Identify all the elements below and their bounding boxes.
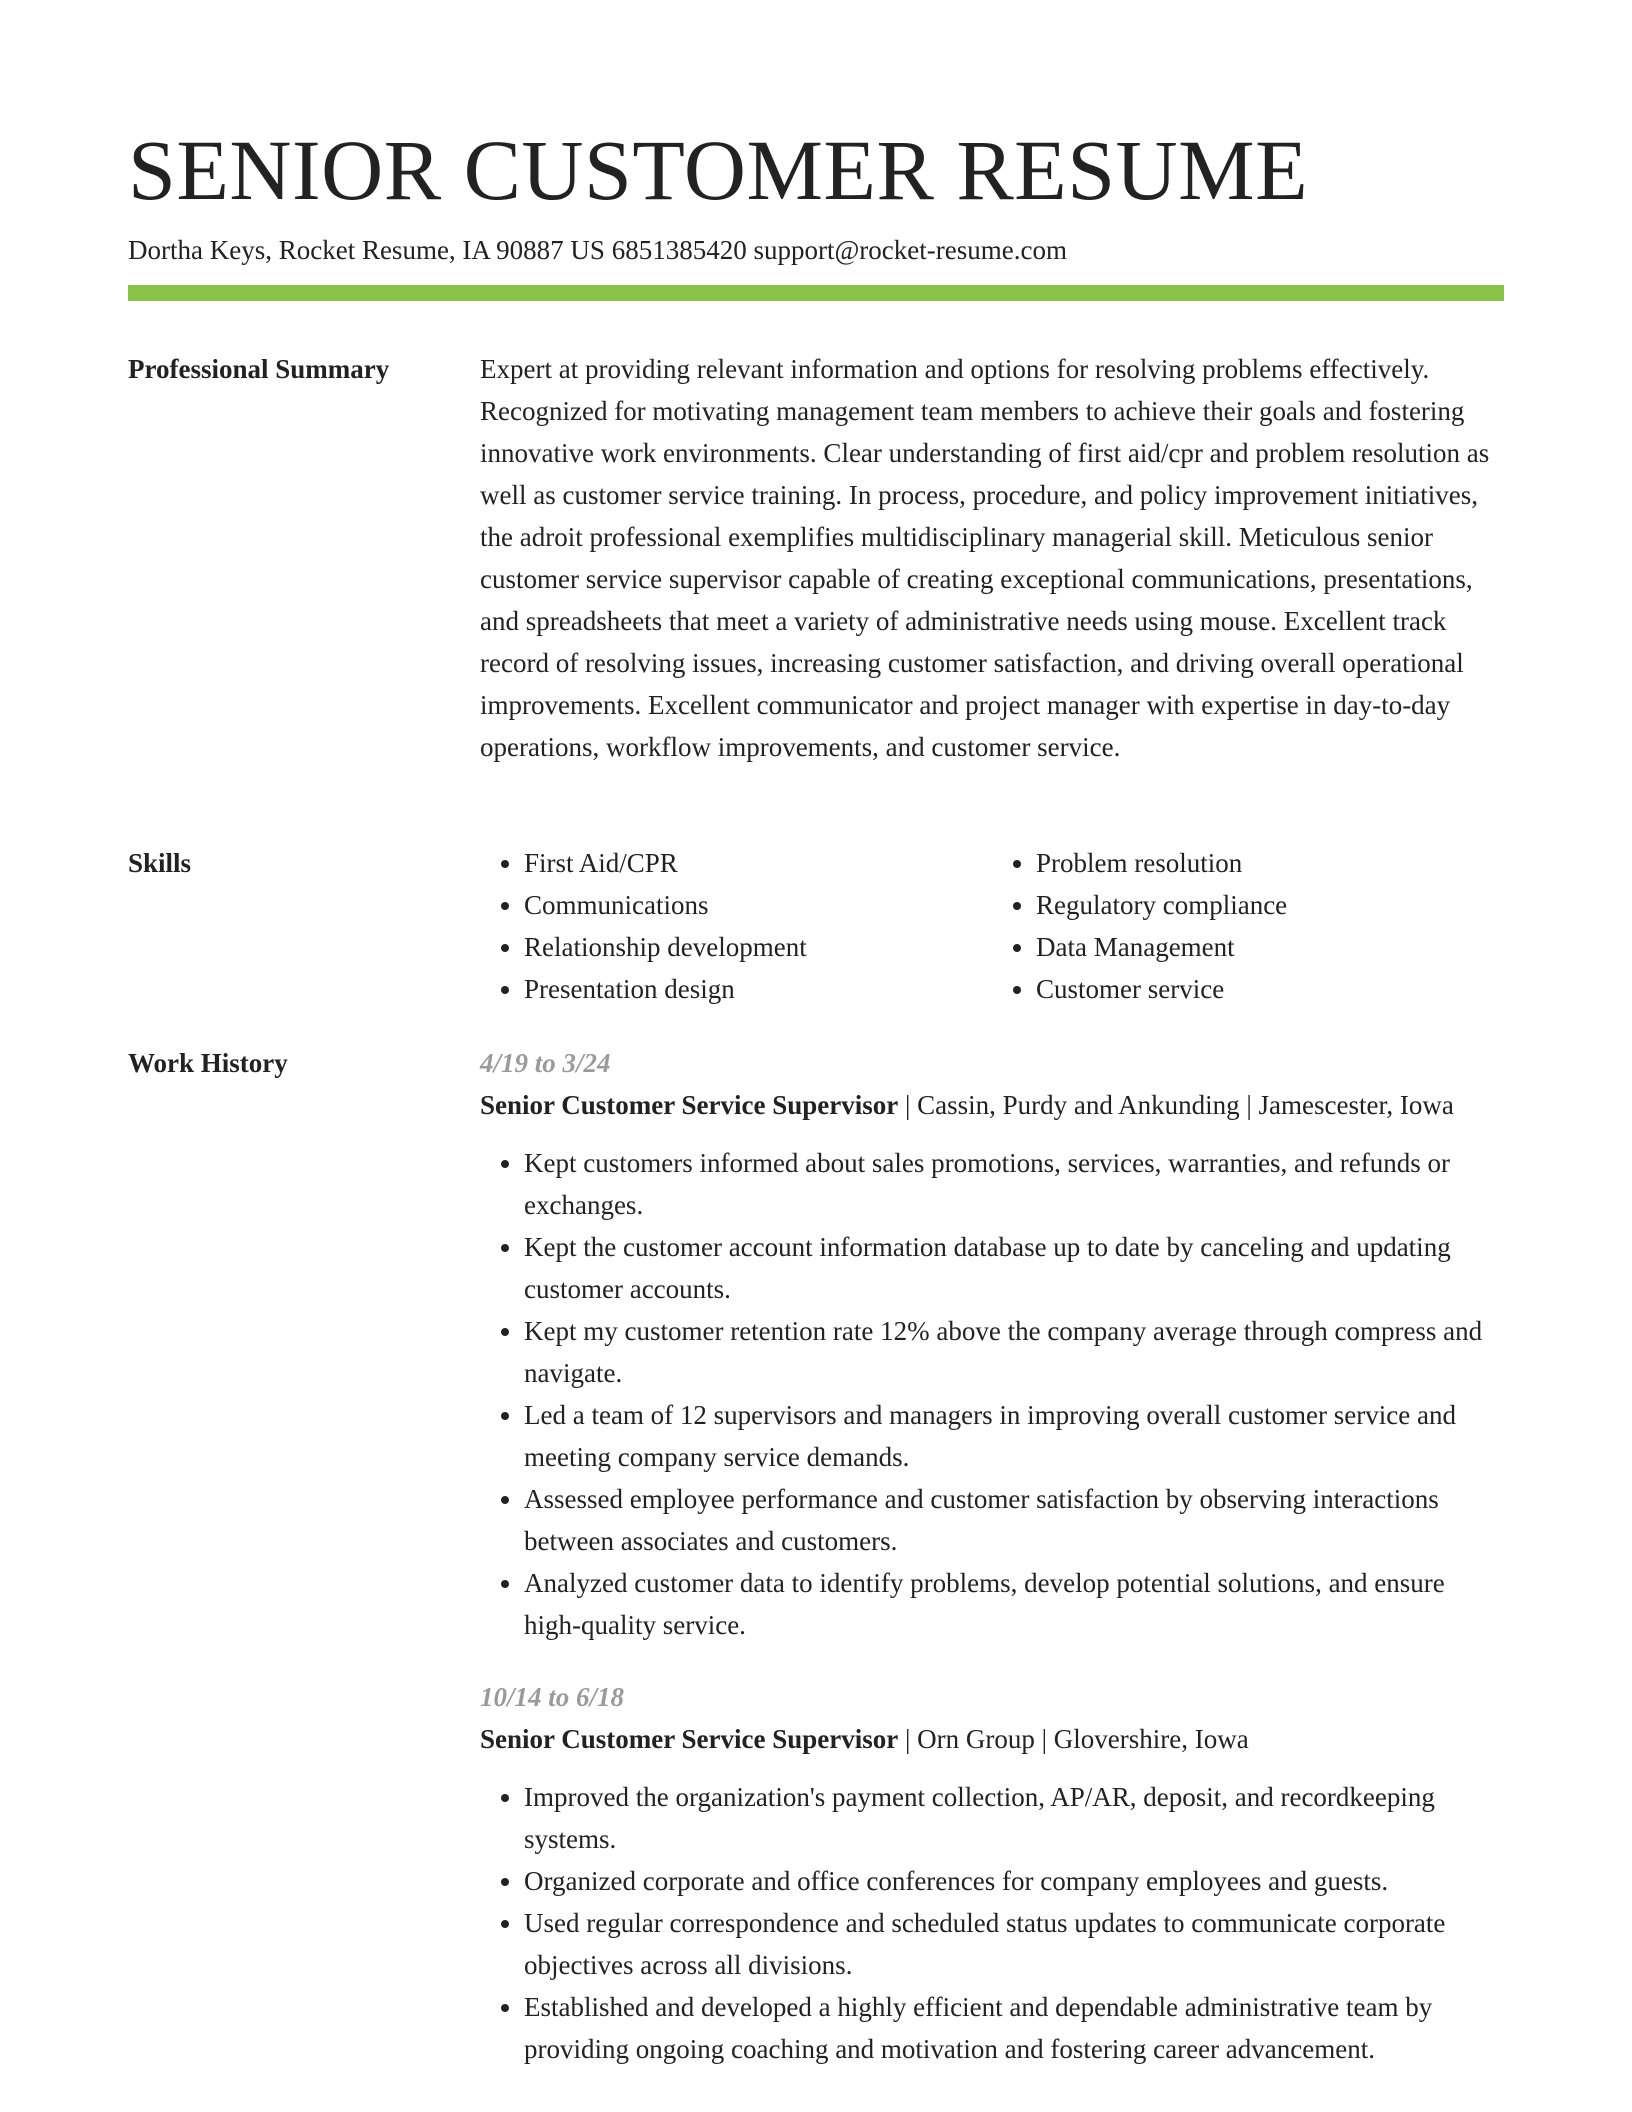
skill-item: • Problem resolution [1036,842,1504,884]
skill-item: • Customer service [1036,968,1504,1010]
resume-title: SENIOR CUSTOMER RESUME [128,122,1309,218]
skill-item: • Relationship development [524,926,992,968]
job-bullet: • Kept customers informed about sales promotions, services, warranties, and refunds or exchanges. [524,1142,1504,1226]
summary-content [480,348,1504,768]
skills-list-left [480,842,992,1010]
skills-columns [480,842,1504,1010]
skill-item: • Presentation design [524,968,992,1010]
job-company-location: | Cassin, Purdy and Ankunding | Jamescester, Iowa [898,1090,1454,1120]
contact-line: Dortha Keys, Rocket Resume, IA 90887 US 6851385420 support@rocket-resume.com [128,235,1067,265]
job-bullet: • Used regular correspondence and scheduled status updates to communicate corporate objectives across all divisions. [524,1902,1504,1986]
accent-divider [128,285,1504,301]
skill-item: • First Aid/CPR [524,842,992,884]
skill-item: • Regulatory compliance [1036,884,1504,926]
job-bullet: • Kept my customer retention rate 12% above the company average through compress and navigate. [524,1310,1504,1394]
job-bullets [480,1776,1504,2070]
skills-list-right [992,842,1504,1010]
job-dates: 4/19 to 3/24 [480,1048,611,1078]
job-bullet: • Analyzed customer data to identify problems, develop potential solutions, and ensure high-quality service. [524,1562,1504,1646]
job-bullets [480,1142,1504,1646]
job-title: Senior Customer Service Supervisor [480,1090,899,1120]
job-bullet: • Improved the organization's payment collection, AP/AR, deposit, and recordkeeping systems. [524,1776,1504,1860]
job-bullet: • Organized corporate and office conferences for company employees and guests. [524,1860,1504,1902]
section-label-work-history: Work History [128,1048,288,1078]
section-label-skills: Skills [128,848,192,878]
work-history-content [480,1042,1504,2100]
section-label-summary: Professional Summary [128,354,390,384]
job-dates: 10/14 to 6/18 [480,1682,625,1712]
skills-content [480,842,1504,1010]
job-title: Senior Customer Service Supervisor [480,1724,899,1754]
skill-item: • Data Management [1036,926,1504,968]
job-entry [480,1042,1504,1646]
job-heading [480,1084,1504,1126]
job-company-location: | Orn Group | Glovershire, Iowa [898,1724,1249,1754]
job-bullet: • Led a team of 12 supervisors and managers in improving overall customer service and meeting company service demands. [524,1394,1504,1478]
job-entry [480,1676,1504,2070]
job-bullet: • Kept the customer account information database up to date by canceling and updating customer accounts. [524,1226,1504,1310]
skill-item: • Communications [524,884,992,926]
summary-text: Expert at providing relevant information and options for resolving problems effectively. Recognized for motivating management team members to achieve their goals and fostering innovative work environments. Clear understanding of first aid/cpr and problem resolution as well as customer service training. In process, procedure, and policy improvement initiatives, the adroit professional exemplifies multidisciplinary managerial skill. Meticulous senior customer service supervisor capable of creating exceptional communications, presentations, and spreadsheets that meet a variety of administrative needs using mouse. Excellent track record of resolving issues, increasing customer satisfaction, and driving overall operational improvements. Excellent communicator and project manager with expertise in day-to-day operations, workflow improvements, and customer service. [480,354,1490,762]
job-bullet: • Established and developed a highly efficient and dependable administrative team by providing ongoing coaching and motivation and fostering career advancement. [524,1986,1504,2070]
job-heading [480,1718,1504,1760]
job-bullet: • Assessed employee performance and customer satisfaction by observing interactions between associates and customers. [524,1478,1504,1562]
